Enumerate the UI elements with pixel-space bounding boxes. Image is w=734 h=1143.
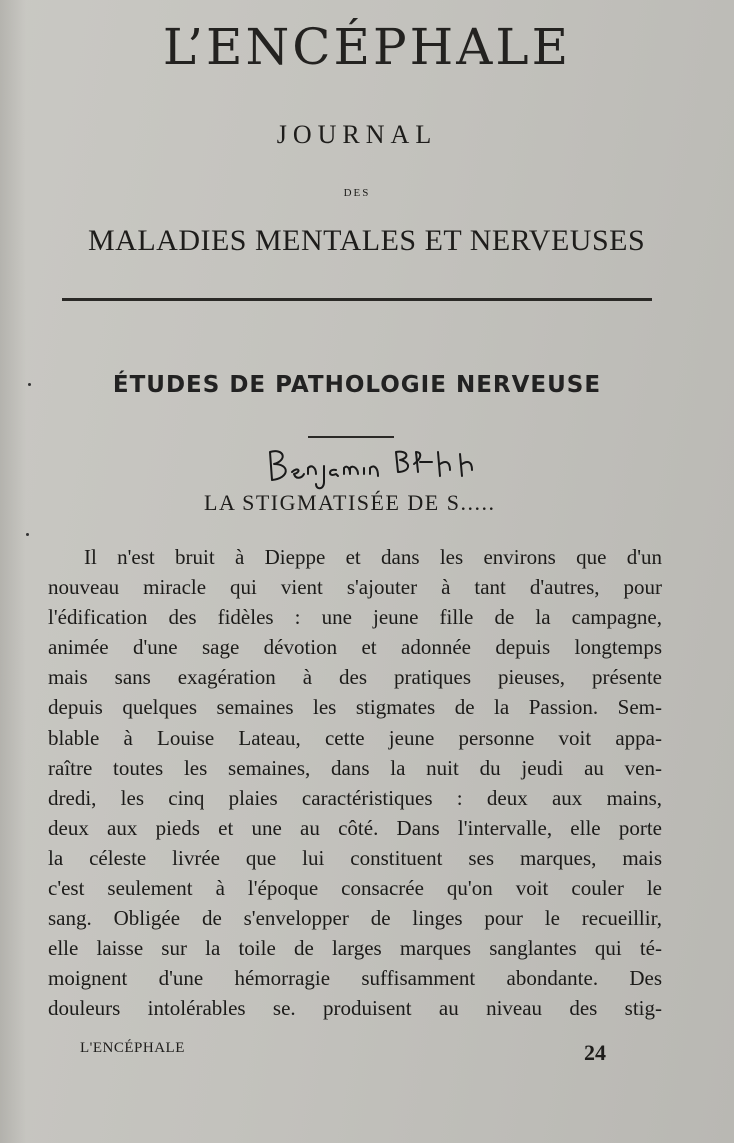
ink-speck <box>26 533 29 536</box>
body-line: nouveau miracle qui vient s'ajouter à tant d'autres, pour <box>48 575 662 600</box>
article-title: LA STIGMATISÉE DE S..... <box>204 490 496 515</box>
journal-topic: MALADIES MENTALES ET NERVEUSES <box>88 224 646 257</box>
running-head: L'ENCÉPHALE <box>80 1040 185 1056</box>
journal-connector: DES <box>343 187 371 199</box>
body-line: la céleste livrée que lui constituent ses marques, mais <box>48 845 662 870</box>
body-line: mais sans exagération à des pratiques pieuses, présente <box>48 665 662 690</box>
body-line: dredi, les cinq plaies caractéristiques : deux aux mains, <box>48 785 662 810</box>
journal-subtitle: JOURNAL <box>276 120 438 149</box>
article-body <box>48 542 662 1024</box>
ink-speck <box>28 383 31 386</box>
journal-title: L’ENCÉPHALE <box>162 18 572 76</box>
body-line: l'édification des fidèles : une jeune fille de la campagne, <box>48 605 662 630</box>
body-line: moignent d'une hémorragie suffisamment abondante. Des <box>48 966 662 991</box>
body-line: deux aux pieds et une au côté. Dans l'intervalle, elle porte <box>48 815 662 840</box>
body-line: elle laisse sur la toile de larges marques sanglantes qui té- <box>48 936 662 961</box>
page-number: 24 <box>584 1040 606 1065</box>
header-rule <box>62 298 652 301</box>
section-rule <box>308 436 394 438</box>
body-line: douleurs intolérables se. produisent au niveau des stig- <box>48 996 662 1021</box>
handwritten-signature <box>262 442 512 492</box>
body-line: Il n'est bruit à Dieppe et dans les environs que d'un <box>84 545 662 569</box>
section-title: ÉTUDES DE PATHOLOGIE NERVEUSE <box>112 372 602 398</box>
body-line: animée d'une sage dévotion et adonnée depuis longtemps <box>48 635 662 660</box>
body-line: blable à Louise Lateau, cette jeune personne voit appa- <box>48 725 662 750</box>
body-line: c'est seulement à l'époque consacrée qu'on voit couler le <box>48 876 662 901</box>
page-edge-shadow <box>0 0 26 1143</box>
body-line: raître toutes les semaines, dans la nuit du jeudi au ven- <box>48 755 662 780</box>
body-line: sang. Obligée de s'envelopper de linges pour le recueillir, <box>48 906 662 931</box>
body-line: depuis quelques semaines les stigmates de la Passion. Sem- <box>48 695 662 720</box>
